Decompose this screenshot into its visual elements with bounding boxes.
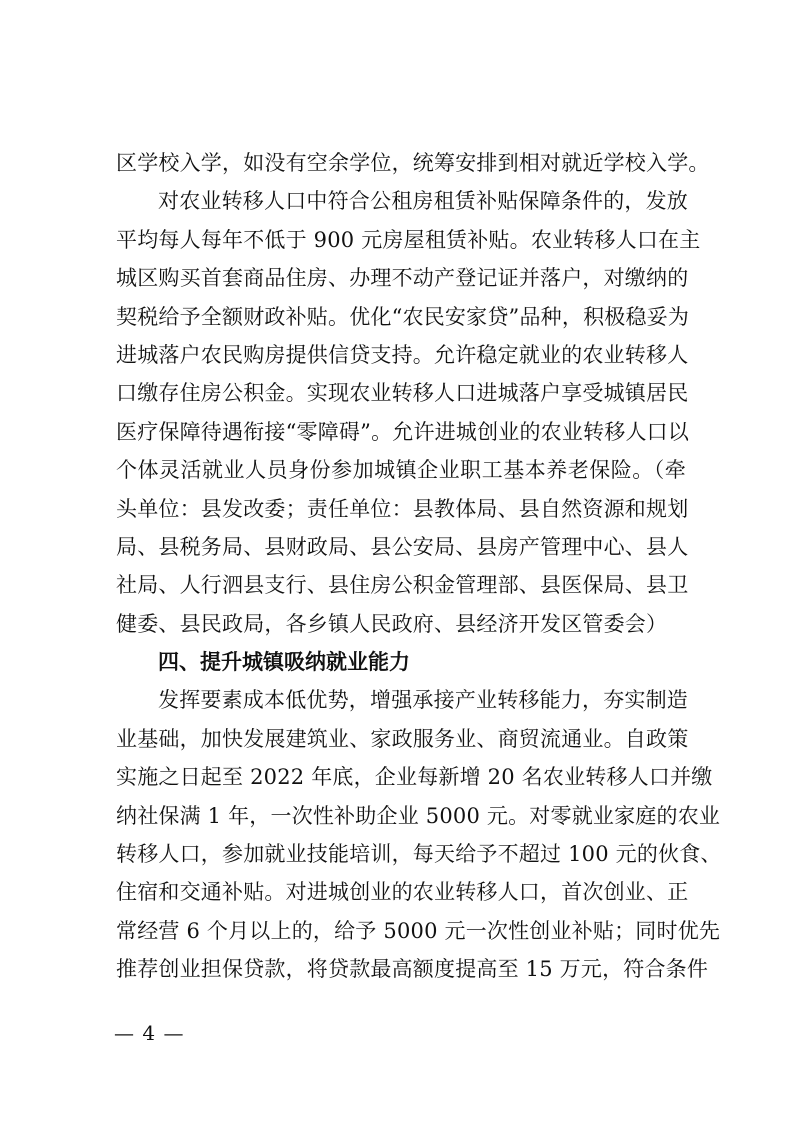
paragraph-line: 住宿和交通补贴。对进城创业的农业转移人口，首次创业、正	[116, 880, 689, 905]
paragraph-line: 进城落户农民购房提供信贷支持。允许稳定就业的农业转移人	[116, 342, 689, 367]
paragraph-line: 社局、人行泗县支行、县住房公积金管理部、县医保局、县卫	[116, 573, 689, 598]
paragraph-line: 契税给予全额财政补贴。优化“农民安家贷”品种，积极稳妥为	[116, 304, 690, 329]
paragraph-line: 局、县税务局、县财政局、县公安局、县房产管理中心、县人	[116, 534, 689, 559]
paragraph-line: 区学校入学，如没有空余学位，统筹安排到相对就近学校入学。	[116, 151, 710, 175]
section-heading: 四、提升城镇吸纳就业能力	[158, 650, 410, 675]
paragraph-line: 常经营 6 个月以上的，给予 5000 元一次性创业补贴；同时优先	[116, 918, 721, 943]
paragraph-line: 平均每人每年不低于 900 元房屋租赁补贴。农业转移人口在主	[116, 227, 701, 252]
paragraph-line: 医疗保障待遇衔接“零障碍”。允许进城创业的农业转移人口以	[116, 419, 690, 444]
paragraph-line: 个体灵活就业人员身份参加城镇企业职工基本养老保险。（牵	[116, 458, 686, 483]
paragraph-line: 头单位：县发改委；责任单位：县教体局、县自然资源和规划	[116, 496, 689, 521]
paragraph-line: 纳社保满 1 年，一次性补助企业 5000 元。对零就业家庭的农业	[116, 803, 721, 828]
paragraph-line: 业基础，加快发展建筑业、家政服务业、商贸流通业。自政策	[116, 726, 689, 751]
paragraph-line: 发挥要素成本低优势，增强承接产业转移能力，夯实制造	[158, 688, 688, 713]
paragraph-line: 转移人口，参加就业技能培训，每天给予不超过 100 元的伙食、	[116, 842, 722, 867]
paragraph-line: 对农业转移人口中符合公租房租赁补贴保障条件的，发放	[158, 189, 688, 214]
paragraph-line: 健委、县民政局，各乡镇人民政府、县经济开发区管委会）	[116, 611, 668, 636]
page-number: — 4 —	[114, 1021, 185, 1045]
paragraph-line: 城区购买首套商品住房、办理不动产登记证并落户，对缴纳的	[116, 266, 689, 291]
paragraph-line: 实施之日起至 2022 年底，企业每新增 20 名农业转移人口并缴	[116, 765, 713, 790]
document-body	[116, 144, 722, 989]
paragraph-line: 推荐创业担保贷款，将贷款最高额度提高至 15 万元，符合条件	[116, 957, 709, 982]
paragraph-line: 口缴存住房公积金。实现农业转移人口进城落户享受城镇居民	[116, 381, 689, 406]
